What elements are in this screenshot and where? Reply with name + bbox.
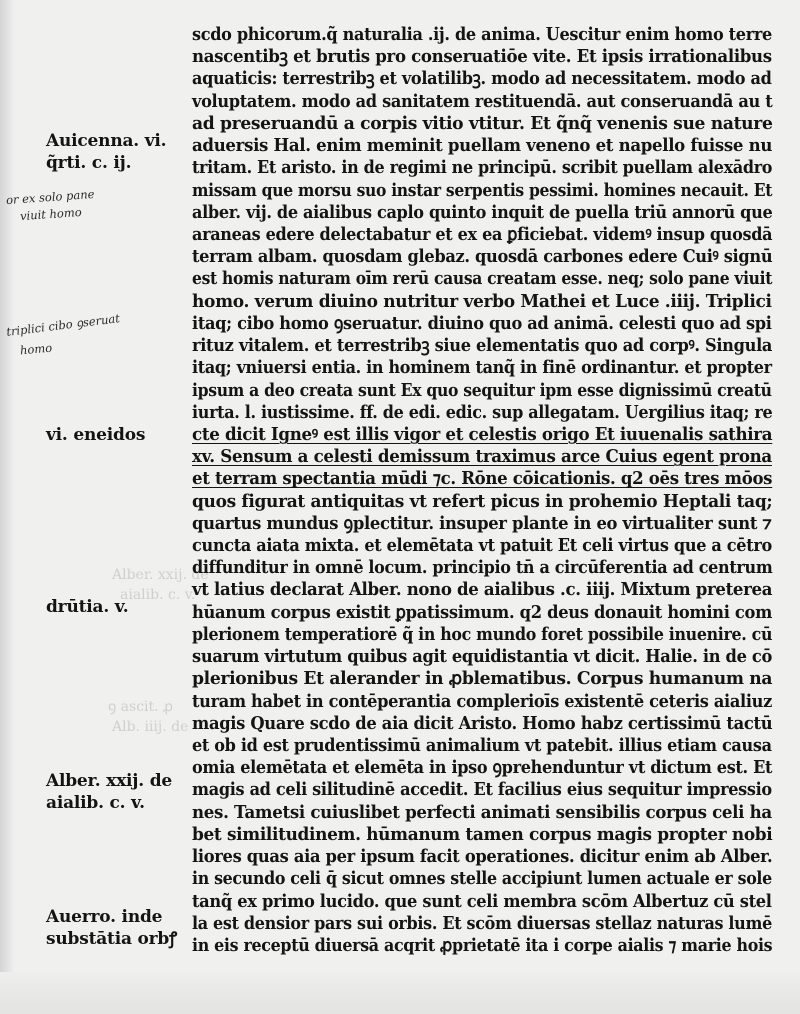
margin-note-avicenna: Auicenna. vi. <box>46 131 167 151</box>
margin-note-alber-ref: aialib. c. v. <box>46 793 145 813</box>
handwritten-note: viuit homo <box>19 204 83 224</box>
text-line: terram albam. quosdam glebaz. quosdā carbones edere Cuiꝰ signū <box>192 246 773 268</box>
handwritten-note: or ex solo pane <box>5 186 95 208</box>
text-line: aduersis Hal. enim meminit puellam veneno et napello fuisse nu <box>192 135 773 157</box>
text-line: quos figurat antiquitas vt refert picus in prohemio Heptali taq; <box>192 490 773 512</box>
text-line: plerionem temperatiorē q̃ in hoc mundo foret possibile inuenire. cū <box>192 623 773 645</box>
text-line: in eis receptū diuersā acqrit ꝓprietatē ita i corpe aialis ⁊ marie hois <box>192 934 773 956</box>
text-line: in secundo celi q̄ sicut omnes stelle accipiunt lumen actuale er sole <box>192 868 772 890</box>
text-line: liores quas aia per ipsum facit operationes. dicitur enim ab Alber. <box>192 846 773 868</box>
show-through-text: Alber. xxij. de <box>112 567 209 583</box>
text-line: alber. vij. de aialibus caplo quinto inquit de puella triū annorū que <box>192 201 773 223</box>
show-through-text: Alb. iiij. de <box>112 719 189 735</box>
page-gutter-shadow <box>0 0 14 1014</box>
text-line: tritam. Et aristo. in de regimi ne principū. scribit puellam alexādro <box>192 157 773 179</box>
text-line: cte dicit Igneꝰ est illis vigor et celestis origo Et iuuenalis sathira <box>192 423 773 445</box>
text-line: scdo phicorum.q̃ naturalia .ij. de anima. Uescitur enim homo terre <box>192 24 772 45</box>
handwritten-note: triplici cibo ꝯseruat <box>5 311 121 339</box>
text-line: homo. verum diuino nutritur verbo Mathei et Luce .iiij. Triplici <box>192 290 772 312</box>
text-line: magis ad celi silitudinē accedit. Et facilius eius sequitur impressio <box>192 779 772 801</box>
margin-note-avicenna-ref: q̃rti. c. ij. <box>46 153 132 173</box>
text-line: rituz vitalem. et terrestribꝫ siue elementatis quo ad corpꝰ. Singula <box>192 335 773 357</box>
main-text-block <box>192 24 772 957</box>
text-line: la est densior pars sui orbis. Et scōm diuersas stellaz naturas lumē <box>192 912 772 934</box>
text-line: xv. Sensum a celesti demissum traximus arce Cuius egent prona <box>192 446 772 468</box>
show-through-text: aialib. c. v. <box>120 587 196 603</box>
margin-note-auerro-ref: substātia orbꝭ <box>46 929 177 949</box>
text-line: est homis naturam oīm rerū causa creatam esse. neq; solo pane viuit <box>192 268 773 290</box>
text-line: itaq; vniuersi entia. in hominem tanq̃ in finē ordinantur. et propter <box>192 357 772 379</box>
text-line: suarum virtutum quibus agit equidistantia vt dicit. Halie. in de cō <box>192 646 773 668</box>
text-line: ad preseruandū a corpis vitio vtitur. Et q̃nq̃ venenis sue nature <box>192 112 773 134</box>
text-line: plerionibus Et alerander in ꝓblematibus. Corpus humanum na <box>192 668 773 690</box>
text-line: diffunditur in omnē locum. principio tn̄ a circūferentia ad centrum <box>192 557 773 579</box>
page-bottom-margin <box>0 972 800 1014</box>
text-line: araneas edere delectabatur et ex ea ꝑficiebat. videmꝰ insup quosdā <box>192 223 773 245</box>
text-line: quartus mundus ꝯplectitur. insuper plante in eo virtualiter sunt ⁊ <box>192 512 772 534</box>
text-line: magis Quare scdo de aia dicit Aristo. Homo habz certissimū tactū <box>192 712 773 734</box>
text-line: aquaticis: terrestribꝫ et volatilibꝫ. modo ad necessitatem. modo ad <box>192 68 772 90</box>
text-line: et terram spectantia mūdi ⁊c. Rōne cōicationis. q2 oēs tres mōos <box>192 468 773 490</box>
handwritten-note: homo <box>19 340 53 358</box>
text-line: turam habet in contēperantia complerioīs existentē ceteris aialiuz <box>192 690 772 712</box>
text-line: vt latius declarat Alber. nono de aialibus .c. iiij. Mixtum preterea <box>192 579 773 601</box>
margin-note-auerro: Auerro. inde <box>46 907 163 927</box>
text-line: bet similitudinem. hūmanum tamen corpus magis propter nobi <box>192 823 773 845</box>
text-line: hūanum corpus existit ꝑpatissimum. q2 deus donauit homini com <box>192 601 773 623</box>
text-line: tanq̃ ex primo lucido. que sunt celi membra scōm Albertuz cū stel <box>192 890 772 912</box>
margin-note-drutia: drūtia. v. <box>46 597 129 617</box>
margin-note-eneidos: vi. eneidos <box>46 425 146 445</box>
text-line: omia elemētata et elemēta in ipso ꝯprehenduntur vt dictum est. Et <box>192 757 773 779</box>
text-line: missam que morsu suo instar serpentis pessimi. homines necauit. Et <box>192 179 773 201</box>
show-through-text: ꝯ ascit. ꝓ <box>108 699 174 715</box>
text-line: itaq; cibo homo ꝯseruatur. diuino quo ad animā. celesti quo ad spi <box>192 312 772 334</box>
text-line: iurta. l. iustissime. ff. de edi. edic. sup allegatam. Uergilius itaq; re <box>192 401 773 423</box>
text-line: ipsum a deo creata sunt Ex quo sequitur ipm esse dignissimū creatū <box>192 379 772 401</box>
text-line: nascentibꝫ et brutis pro conseruatiōe vite. Et ipsis irrationalibus <box>192 46 772 68</box>
text-line: cuncta aiata mixta. et elemētata vt patuit Et celi virtus que a cētro <box>192 535 772 557</box>
text-line: nes. Tametsi cuiuslibet perfecti animati sensibilis corpus celi ha <box>192 801 772 823</box>
margin-note-alber: Alber. xxij. de <box>46 771 173 791</box>
text-line: voluptatem. modo ad sanitatem restituendā. aut conseruandā au t <box>192 90 773 112</box>
text-line: et ob id est prudentissimū animalium vt patebit. illius etiam causa <box>192 735 772 756</box>
